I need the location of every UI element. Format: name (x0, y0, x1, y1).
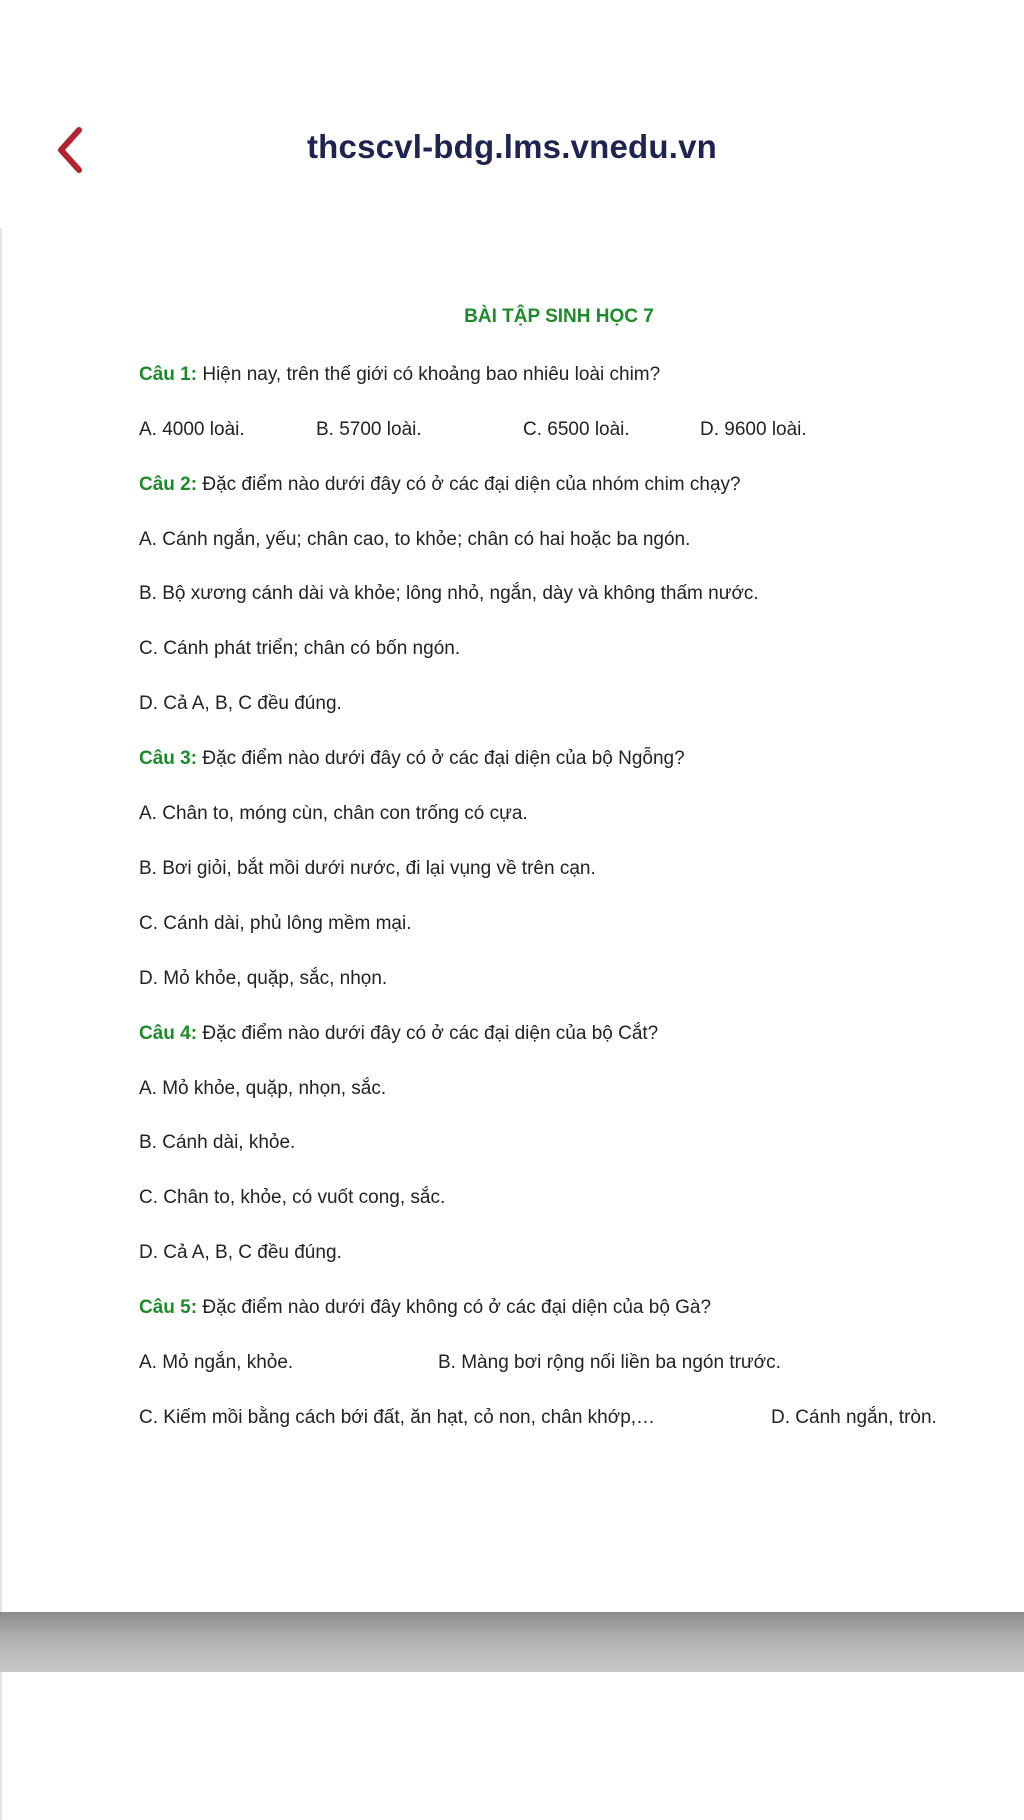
option-3c: C. Cánh dài, phủ lông mềm mại. (139, 913, 412, 934)
option-5c: C. Kiếm mồi bằng cách bới đất, ăn hạt, cỏ non, chân khớp,… (139, 1407, 656, 1428)
document-viewer[interactable] (0, 228, 1024, 1612)
option-1b: B. 5700 loài. (316, 419, 422, 440)
option-5a: A. Mỏ ngắn, khỏe. (139, 1352, 294, 1373)
option-5d: D. Cánh ngắn, tròn. (771, 1407, 937, 1428)
question-text: Đặc điểm nào dưới đây có ở các đại diện của bộ Cắt? (197, 1023, 659, 1044)
question-label: Câu 3: (139, 748, 198, 769)
option-1c: C. 6500 loài. (523, 419, 630, 440)
option-3a: A. Chân to, móng cùn, chân con trống có cựa. (139, 803, 528, 824)
question-label: Câu 1: (139, 364, 198, 385)
option-4d: D. Cả A, B, C đều đúng. (139, 1242, 342, 1263)
question-text: Hiện nay, trên thế giới có khoảng bao nhiêu loài chim? (197, 364, 661, 385)
option-3d: D. Mỏ khỏe, quặp, sắc, nhọn. (139, 968, 388, 989)
option-4a: A. Mỏ khỏe, quặp, nhọn, sắc. (139, 1078, 387, 1099)
browser-header (0, 0, 1024, 228)
question-label: Câu 2: (139, 474, 198, 495)
option-2c: C. Cánh phát triển; chân có bốn ngón. (139, 638, 461, 659)
question-text: Đặc điểm nào dưới đây có ở các đại diện của nhóm chim chạy? (197, 474, 741, 495)
document-title: BÀI TẬP SINH HỌC 7 (464, 306, 654, 327)
question-text: Đặc điểm nào dưới đây không có ở các đại diện của bộ Gà? (197, 1297, 712, 1318)
question-label: Câu 5: (139, 1297, 198, 1318)
option-1d: D. 9600 loài. (700, 419, 807, 440)
option-5b: B. Màng bơi rộng nối liền ba ngón trước. (438, 1352, 781, 1373)
question-2 (139, 474, 741, 496)
option-3b: B. Bơi giỏi, bắt mồi dưới nước, đi lại vụng về trên cạn. (139, 858, 596, 879)
question-5 (139, 1297, 711, 1319)
option-1a: A. 4000 loài. (139, 419, 245, 440)
option-4b: B. Cánh dài, khỏe. (139, 1132, 296, 1153)
page-url: thcscvl-bdg.lms.vnedu.vn (306, 128, 718, 165)
question-text: Đặc điểm nào dưới đây có ở các đại diện của bộ Ngỗng? (197, 748, 685, 769)
question-1 (139, 364, 660, 386)
option-2b: B. Bộ xương cánh dài và khỏe; lông nhỏ, ngắn, dày và không thấm nước. (139, 583, 759, 604)
option-2d: D. Cả A, B, C đều đúng. (139, 693, 342, 714)
page-separator (0, 1612, 1024, 1672)
question-3 (139, 748, 685, 770)
option-4c: C. Chân to, khỏe, có vuốt cong, sắc. (139, 1187, 446, 1208)
question-label: Câu 4: (139, 1023, 198, 1044)
question-4 (139, 1023, 658, 1045)
next-page-area (0, 1672, 1024, 1820)
option-2a: A. Cánh ngắn, yếu; chân cao, to khỏe; chân có hai hoặc ba ngón. (139, 529, 691, 550)
